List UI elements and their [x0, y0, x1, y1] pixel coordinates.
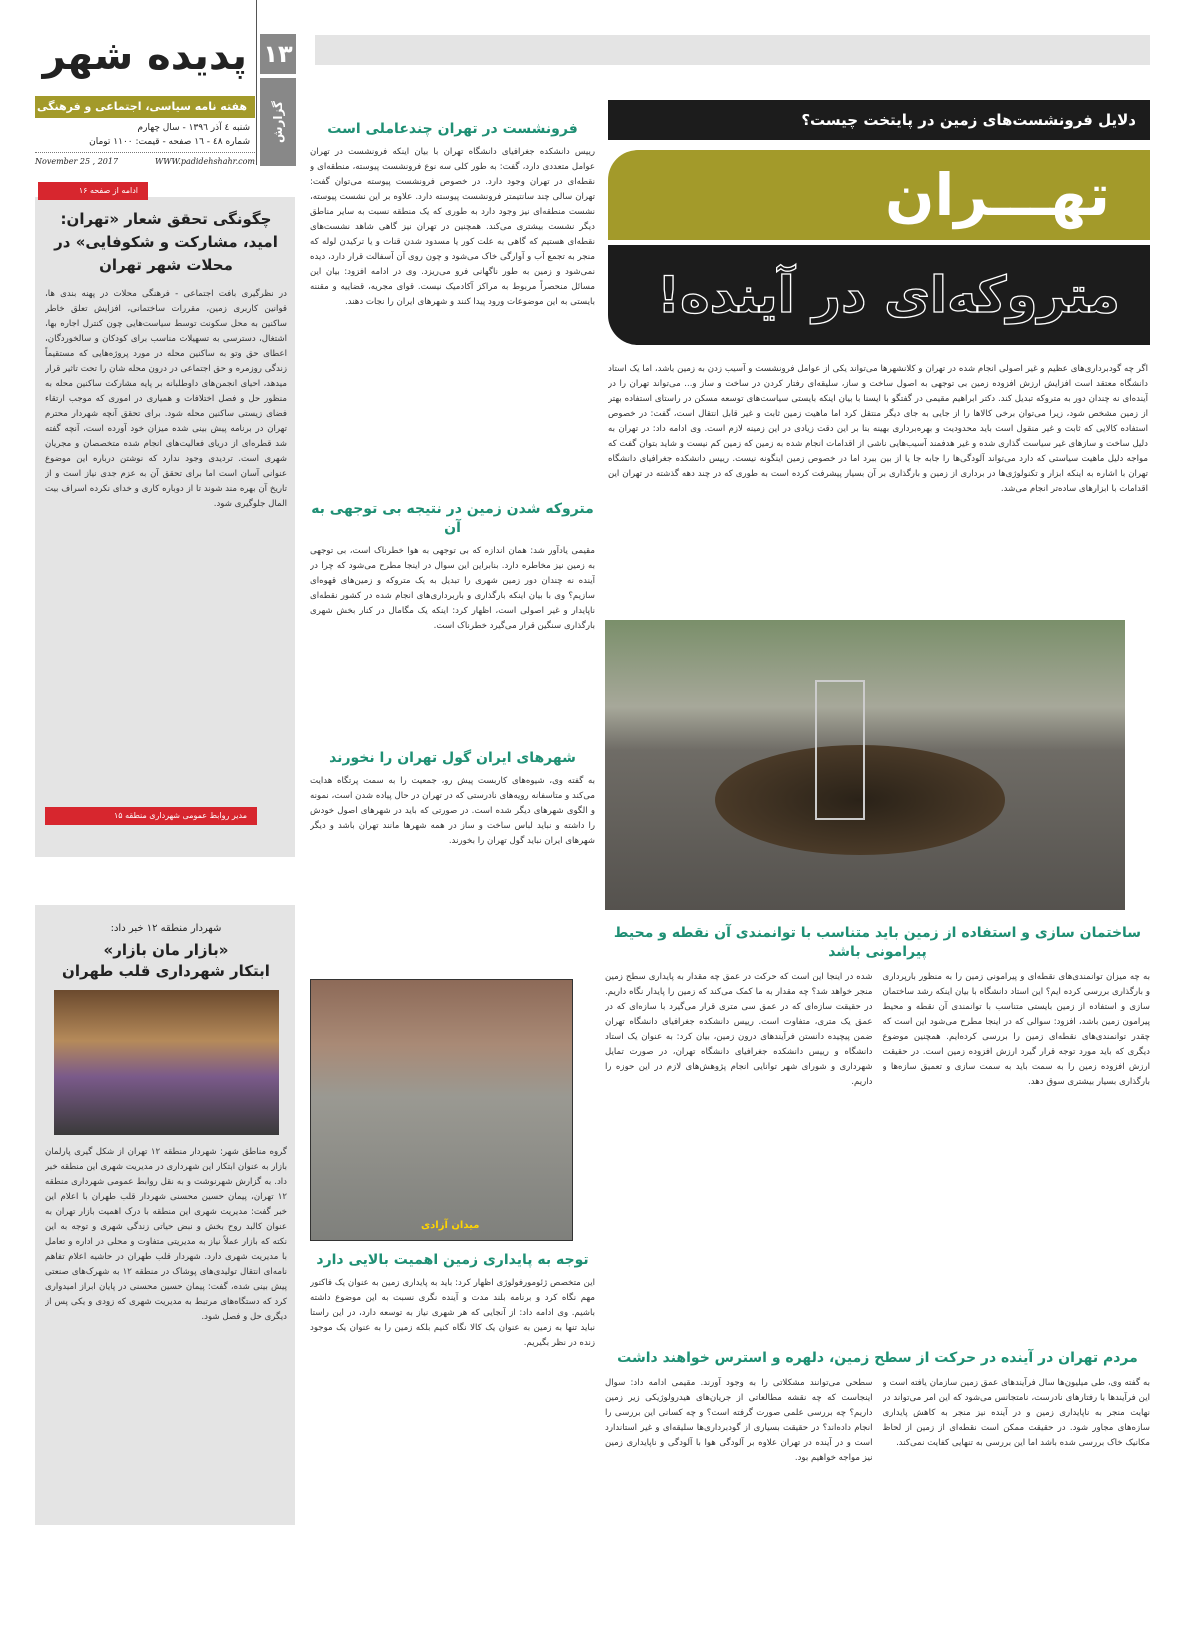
masthead	[35, 8, 255, 178]
paragraph-4: این متخصص ژئومورفولوژی اظهار کرد: باید به پایداری زمین به عنوان یک فاکتور مهم نگاه کرد و برنامه بلند مدت و آینده نگری نسبت به این موضوع داشته باشیم. وی ادامه داد: از آنجایی که هر شهری نیاز به توسعه دارد، در این راستا نباید تنها به زمین به عنوان یک کالا نگاه کنیم بلکه زمین را به عنوان یک موجود زنده در نظر بگیریم.	[310, 1278, 595, 1348]
paragraph-2: مقیمی یادآور شد: همان اندازه که بی توجهی به هوا خطرناک است، بی توجهی به زمین نیز مخاطره دارد. بنابراین این سوال در اینجا مطرح می‌شود که چرا در آینده نه چندان دور زمین شهری را تبدیل به یک متروکه و زمین‌های قهوه‌ای سازیم؟ وی با بیان اینکه بارگذاری و باربرداری‌های انجام شده در کشور نقطه‌ای ناپایدار و غیر اصولی است، اظهار کرد: اینکه یک مگامال در کنار بخش شهری بارگذاری سنگین قرار می‌گیرد خطرناک است.	[310, 546, 595, 631]
sidebar-2-body: گروه مناطق شهر: شهردار منطقه ۱۲ تهران از شکل گیری پارلمان بازار به عنوان ابتکار این شهرداری در مدیریت شهری این منطقه خبر داد. به گزارش شهرنوشت و به نقل روابط عمومی شهرداری منطقه ۱۲ تهران، پیمان حسین محسنی شهردار قلب طهران با اعلام این خبر گفت: مدیریت شهری این منطقه با درک اهمیت بازار تهران به عنوان کالبد روح بخش و نبض حیاتی زندگی شهری و توجه به این نکته که بازار عملاً نیاز به مدیریتی متفاوت و محلی در اداره و تعامل با مدیریت شهری دارد. شهردار قلب طهران در حاشیه اعلام تفاهم نامه‌ای انتقال تولیدی‌های پوشاک در منطقه ۱۲ به شهرک‌های صنعتی پیش بینی شده، گفت: پیمان حسین محسنی در پایان ابراز امیدواری کرد که دستگاه‌های مرتبط به مدیریت شهری که زودی و یکی پس از دیگری حل و فصل شود.	[45, 1147, 287, 1322]
middle-column	[310, 120, 595, 1525]
subhead-5: ساختمان سازی و استفاده از زمین باید متناسب با توانمندی آن نقطه و محیط پیرامونی باشد	[613, 925, 1142, 960]
subhead-4: توجه به پایداری زمین اهمیت بالایی دارد	[316, 1252, 589, 1268]
right-lower	[605, 924, 1150, 1524]
sidebar-1-headline: چگونگی تحقق شعار «تهران: امید، مشارکت و شکوفایی» در محلات شهر تهران	[54, 210, 278, 274]
paragraph-5: به چه میزان توانمندی‌های نقطه‌ای و پیرامونی زمین را به منظور بارپرداری و بارگذاری بررسی کرده ایم؟ این استاد دانشگاه با بیان اینکه رشد ساختمان سازی و استفاده از زمین بایستی متناسب با توانمندی آن نقطه و محیط پیرامون زمین باشد، افزود: سوالی که در اینجا مطرح می‌شود این است که چقدر توانمندی‌های نقطه‌ای زمین را بررسی کرده‌ایم. همچنین موضوع دیگری که باید مورد توجه قرار گیرد ارزش افزوده زمین است. در حقیقت ارزش افزوده زمین را به سمت باید به سمت سازی و تعمیق سازه‌ها و بارگذاری بسیار بیشتری سوق دهد.	[882, 972, 1150, 1087]
paragraph-7: به گفته وی، طی میلیون‌ها سال فرآیندهای عمق زمین سازمان یافته است و این فرآیندها با رفتارهای نادرست، نامتجانس می‌شود که این امر می‌تواند در نهایت منجر به ناپایداری زمین و در آینده نیز منجر به کاهش پایداری سازه‌های مجاور شود. در حقیقت ممکن است نقطه‌ای از زمین از لحاظ مکانیک خاک بررسی شده باشد اما این بررسی به تنهایی کفایت نمی‌کند.	[882, 1377, 1150, 1448]
page-number: ۱۳	[260, 34, 296, 74]
map-label: میدان آزادی	[421, 1220, 480, 1231]
headline-abandoned: متروکه‌ای در آینده!	[608, 245, 1150, 345]
date-line: شنبه ٤ آذر ١٣٩٦ - سال چهارم	[137, 123, 250, 133]
subhead-6: مردم تهران در آینده در حرکت از سطح زمین، دلهره و استرس خواهند داشت	[617, 1349, 1138, 1366]
sidebar-2-headline-2: ابتکار شهرداری قلب طهران	[62, 962, 270, 980]
subhead-3: شهرهای ایران گول تهران را نخورند	[329, 750, 576, 766]
bazaar-photo	[54, 990, 279, 1135]
subhead-1: فرونشست در تهران چندعاملی است	[327, 121, 578, 137]
sidebar-2-kicker: شهردار منطقه ۱۲ خبر داد:	[110, 923, 222, 934]
sinkhole-photo	[605, 620, 1125, 910]
paragraph-8: سطحی می‌توانند مشکلاتی را به وجود آورند. مقیمی ادامه داد: سوال اینجاست که چه نقشه مطالعاتی از جریان‌های هیدرولوژیکی زیر زمین داریم؟ چه بررسی علمی صورت گرفته است؟ و چه کسانی این بررسی را انجام داده‌اند؟ در حقیقت بسیاری از گودبرداری‌ها سلیقه‌ای و غیر استاندارد است و در آینده در تهران علاوه بر آلودگی هوا با آلودگی و ناپایداری زمین نیز مواجه خواهیم بود.	[605, 1377, 873, 1463]
website-link[interactable]: WWW.padidehshahr.com	[155, 157, 255, 166]
paragraph-1: رییس دانشکده جغرافیای دانشگاه تهران با بیان اینکه فرونشست در تهران عوامل متعددی دارد، گفت: به طور کلی سه نوع فرونشست پیوسته، منطقه‌ای و نقطه‌ای در تهران وجود دارد. در خصوص فرونشست پیوسته می‌توان گفت: تهران سالی چند سانتیمتر فرونشست پیوسته دارد. علاوه بر این نشست پیوسته، نشست منطقه‌ای نیز وجود دارد به طوری که یک منطقه نسبت به سایر مناطق دیگر نشست بیشتری می‌کند. همچنین در تهران نیز گاهی شاهد نشست‌های نقطه‌ای هستیم که گاهی به علت کور یا مسدود شدن قنات و یا ترکیدن لوله که منجر به تجمع آب و آوارگی خاک می‌شود و چون روی آن آسفالت قرار دارد، دیده نمی‌شود و زمین به طور ناگهانی فرو می‌ریزد. وی در ادامه افزود: بیان این مسائل منحصراً مربوط به مراکز آکادمیک نیست. قوای مجریه، قضاییه و مقننه بایستی به این موضوعات ورود پیدا کنند و شهرهای ایران را نجات دهند.	[310, 147, 595, 307]
paragraph-6: شده در اینجا این است که حرکت در عمق چه مقدار به پایداری سطح زمین منجر خواهد شد؟ چه مقدار به ما کمک می‌کند که زمین را پایدار نگاه داریم. در حقیقت سازه‌ای که در عمق سی متری قرار می‌گیرد با سازه‌ای که در عمق یک متری، متفاوت است. رییس دانشکده جغرافیای دانشگاه تهران ضمن پیچیده دانستن فرآیندهای درون زمین، بیان کرد: به عنوان یک استاد دانشگاه و رییس دانشکده جغرافیای دانشگاه تهران، در صورت تمایل شهرداری و شورای شهر توانایی انجام پژوهش‌های لازم در این حوزه را داریم.	[605, 972, 873, 1087]
top-bar	[315, 35, 1150, 65]
continued-tag[interactable]: ادامه از صفحه ۱۶	[38, 182, 148, 200]
sidebar-1-body: در نظرگیری بافت اجتماعی - فرهنگی محلات در پهنه بندی ها، قوانین کاربری زمین، مقررات ساختمانی، افزایش تعلق خاطر ساکنین به محل سکونت توسط سیاست‌هایی چون کنترل اجاره بها، اشتغال، دسترسی به تسهیلات مناسب برای کودکان و سالخوردگان، اعطای حق وتو به ساکنین محله در مورد پروژه‌هایی که مستقیماً زندگی روزمره و حق اجتماعی در درون محله شان را تحت تاثیر قرار میدهد، احیای انجمن‌های داوطلبانه بر پایه مشارکت ساکنین محله به منظور حل و فصل اختلافات و همیاری در اموری که موجب ارتقاء فضای زیستی ساکنین محله شود. برای تحقق آنچه شهردار محترم تهران در برنامه پیش بینی شده میزان خود آورده است، آنچه گفته شد قطره‌ای از دریای فعالیت‌های انجام شده متخصصان و مجریان شهری است. تردیدی وجود ندارد که نوشتن درباره این موضوع عنوانی آسان است اما برای تحقق آن به عزم جدی نیاز است و از تاریخ آن بهره مند شوند تا از دوباره کاری و خدای نکرده اسراف بیت المال جلوگیری شود.	[45, 289, 287, 509]
section-label: گزارش	[260, 78, 296, 166]
kicker: دلایل فرونشست‌های زمین در پایتخت چیست؟	[608, 100, 1150, 140]
sidebar-2-headline-1: «بازار مان بازار»	[103, 941, 229, 959]
subhead-2: متروکه شدن زمین در نتیجه بی توجهی به آن	[311, 501, 594, 536]
logo: پدیده شهر	[42, 33, 247, 79]
issue-line: شماره ٤٨ - ١٦ صفحه - قیمت: ١١٠٠ تومان	[89, 137, 250, 147]
sidebar-1-content	[45, 208, 287, 836]
paragraph-3: به گفته وی، شیوه‌های کاربست پیش رو، جمعیت را به سمت پرتگاه هدایت می‌کند و متاسفانه رویه‌های نادرستی که در تهران در حال پیاده شدن است، نمونه و الگوی شهرهای دیگر شده است. در صورتی که باید در شهرهای اصول خودش را داشته و نباید لباس ساخت و ساز در همه شهرها مانند تهران باشد و دیگر شهرهای ایران نباید گول تهران را بخورند.	[310, 776, 595, 846]
sidebar-2-content	[45, 922, 287, 1517]
headline-tehran: تهـــران	[608, 150, 1150, 240]
date-en: November 25 , 2017	[35, 157, 119, 166]
lead-text: اگر چه گودبرداری‌های عظیم و غیر اصولی انجام شده در تهران و کلانشهرها می‌تواند یکی از عوامل فرونشست و آسیب زدن به زمین باشد، اما یک استاد دانشگاه معتقد است افزایش ارزش افزوده زمین بی توجهی به اصول ساخت و ساز، سلیقه‌ای رفتار کردن در ساخت و ساز و... می‌تواند تهران را در آینده‌ای نه چندان دور به متروکه تبدیل کند. دکتر ابراهیم مقیمی در گفتگو با ایسنا با بیان اینکه بایستی سیاست‌های توسعه مسکن در راستای استفاده بهتر از زمین مشخص شود، زیرا می‌توان برخی کالاها را از جایی به جای دیگر منتقل کرد اما ماهیت زمین ثابت و غیر قابل انتقال است، گفت: در خصوص استفاده کالایی که ثابت و غیر منقول است باید محدودیت و بهره‌برداری بهینه بنا بر این دقت زیادی در این زمینه لازم است. وی ادامه داد: در تهران به دلیل ساخت و سازهای غیر سیاست گذاری شده و غیر هدفمند آسیب‌هایی ناشی از اقدامات انجام شده به زمین که زمین کم نیست و شاید بتوان گفت که مواجه دلیل ماهیت سیاستی که دارد می‌تواند آلودگی‌ها را جابه جا یا از بین ببرد اما در خصوص زمین اینگونه نیست. رییس دانشکده جغرافیای دانشگاه تهران با اشاره به اینکه ابزار و تکنولوژی‌ها در برداری از زمین و بارگذاری بر آن بسیار پیشرفت کرده است به طوری که در چند دهه گذشته در تهران این اقدامات با ابزارهای ساده‌تر انجام می‌شد.	[608, 364, 1148, 494]
tagline: هفته نامه سیاسی، اجتماعی و فرهنگی	[35, 96, 255, 118]
aerial-photo	[310, 979, 573, 1241]
signature-tag: مدیر روابط عمومی شهرداری منطقه ۱۵	[45, 807, 257, 825]
